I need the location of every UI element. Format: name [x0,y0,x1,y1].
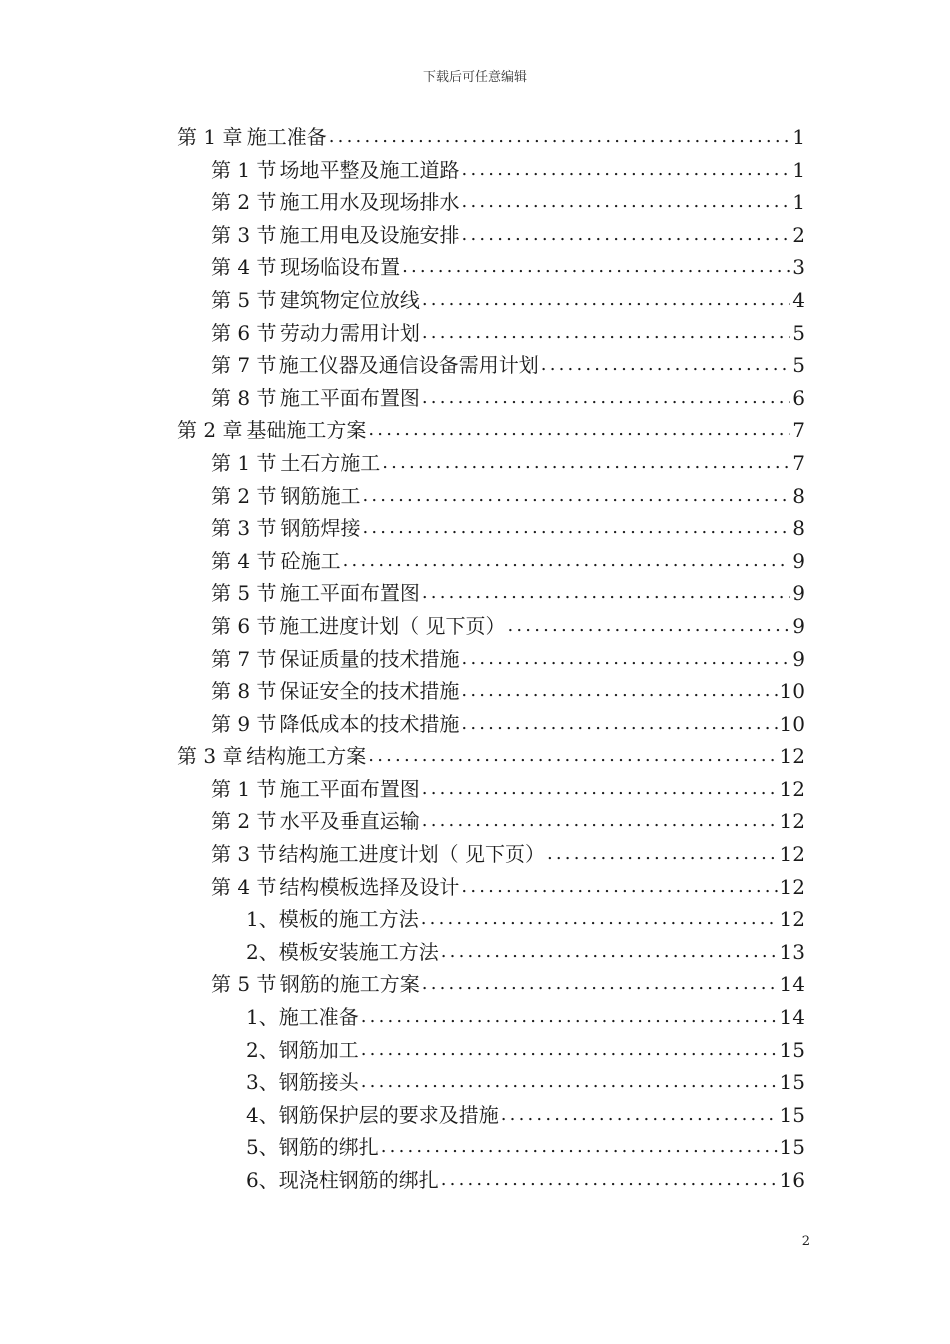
toc-entry[interactable] [0,577,950,610]
toc-dot-leader [402,251,790,284]
toc-entry-title: 钢筋焊接 [280,516,361,541]
toc-dot-leader [441,1164,778,1197]
toc-entry-number: 第 7 节 [211,353,277,378]
toc-entry-number: 第 1 节 [211,450,277,475]
toc-entry-number: 第 8 节 [211,385,277,410]
toc-entry-title: 施工准备 [246,125,327,149]
toc-entry[interactable] [0,382,950,415]
table-of-contents [0,121,950,1197]
toc-dot-leader [422,773,778,806]
page-header: 下载后可任意编辑 [422,70,527,85]
toc-entry-page: 9 [792,581,805,606]
toc-entry-number: 第 1 节 [211,157,277,182]
toc-entry[interactable] [0,1131,950,1164]
toc-entry-number: 1、 [246,1005,279,1030]
toc-dot-leader [422,968,778,1001]
toc-entry[interactable] [0,186,950,219]
toc-entry-number: 第 5 节 [211,581,277,606]
toc-entry[interactable] [0,675,950,708]
toc-entry-number: 第 5 节 [211,972,277,997]
toc-dot-leader [461,708,777,741]
toc-entry-title: 施工仪器及通信设备需用计划 [278,353,539,378]
toc-dot-leader [362,480,790,513]
toc-entry-page: 6 [792,385,805,410]
toc-dot-leader [381,1131,778,1164]
toc-entry-title: 施工平面布置图 [279,776,420,801]
toc-entry[interactable] [0,936,950,969]
toc-entry-title: 模板安装施工方法 [278,939,439,964]
toc-entry[interactable] [0,610,950,643]
toc-entry-page: 14 [779,1005,805,1030]
toc-entry-page: 5 [792,353,805,378]
toc-entry-page: 14 [779,972,805,997]
toc-entry-title: 场地平整及施工道路 [279,157,460,182]
toc-entry[interactable] [0,871,950,904]
toc-entry-title: 降低成本的技术措施 [279,711,460,736]
toc-entry[interactable] [0,1001,950,1034]
toc-entry[interactable] [0,1164,950,1197]
toc-entry[interactable] [0,740,950,773]
toc-dot-leader [421,903,778,936]
toc-entry-page: 7 [792,450,805,475]
toc-entry-page: 8 [792,516,805,541]
toc-entry[interactable] [0,121,950,154]
toc-entry-title: 模板的施工方法 [278,907,419,932]
toc-entry-page: 15 [779,1070,805,1095]
toc-entry-title: 结构施工进度计划（ 见下页） [278,842,545,867]
toc-entry-page: 12 [779,744,805,769]
toc-entry-number: 第 3 章 [177,744,243,769]
toc-entry-number: 4、 [246,1102,279,1127]
toc-entry-title: 施工平面布置图 [279,385,420,410]
toc-entry[interactable] [0,805,950,838]
toc-dot-leader [541,349,790,382]
toc-dot-leader [462,643,791,676]
toc-entry-page: 12 [779,842,805,867]
toc-entry[interactable] [0,838,950,871]
toc-entry-title: 水平及垂直运输 [279,809,420,834]
toc-entry-number: 第 3 节 [211,842,277,867]
toc-dot-leader [462,186,791,219]
toc-entry[interactable] [0,545,950,578]
toc-entry-number: 3、 [246,1070,279,1095]
toc-entry-page: 9 [792,646,805,671]
toc-entry-page: 1 [792,125,805,149]
toc-dot-leader [422,382,790,415]
toc-entry-title: 劳动力需用计划 [279,320,420,345]
toc-entry[interactable] [0,284,950,317]
toc-dot-leader [361,1001,778,1034]
toc-entry-title: 现浇柱钢筋的绑扎 [278,1168,439,1192]
toc-entry-title: 钢筋保护层的要求及措施 [278,1102,499,1127]
toc-dot-leader [422,577,790,610]
toc-entry[interactable] [0,154,950,187]
toc-entry-page: 15 [779,1135,805,1160]
toc-entry-page: 9 [792,548,805,573]
toc-entry-page: 12 [779,907,805,932]
toc-entry-title: 结构施工方案 [246,744,367,769]
toc-entry-page: 9 [792,613,805,638]
toc-entry-number: 第 9 节 [211,711,277,736]
toc-entry-title: 施工用水及现场排水 [279,190,460,215]
toc-entry-number: 第 5 节 [211,287,277,312]
toc-dot-leader [461,675,777,708]
toc-entry-page: 16 [779,1168,805,1192]
toc-entry-number: 第 2 节 [211,809,277,834]
toc-entry[interactable] [0,219,950,252]
toc-dot-leader [329,121,791,154]
toc-entry-title: 钢筋的绑扎 [278,1135,379,1160]
toc-entry[interactable] [0,968,950,1001]
toc-entry-number: 第 4 节 [211,255,277,280]
toc-entry-page: 1 [792,190,805,215]
page-number: 2 [801,1234,810,1249]
toc-entry-number: 第 7 节 [211,646,277,671]
toc-entry-page: 10 [779,679,805,704]
toc-entry-title: 土石方施工 [280,450,381,475]
toc-entry-number: 第 2 节 [211,483,277,508]
toc-entry-page: 5 [792,320,805,345]
toc-entry-page: 15 [779,1037,805,1062]
toc-dot-leader [501,1099,778,1132]
toc-entry[interactable] [0,708,950,741]
toc-dot-leader [422,805,778,838]
toc-entry-page: 4 [792,287,805,312]
toc-entry[interactable] [0,1099,950,1132]
toc-dot-leader [507,610,790,643]
toc-entry[interactable] [0,512,950,545]
toc-entry-title: 保证安全的技术措施 [279,679,460,704]
toc-entry[interactable] [0,480,950,513]
toc-entry-title: 施工平面布置图 [279,581,420,606]
toc-entry-number: 2、 [246,1037,279,1062]
toc-entry-title: 钢筋施工 [280,483,361,508]
toc-entry-number: 第 4 节 [211,874,277,899]
toc-entry[interactable] [0,349,950,382]
toc-entry-page: 12 [779,776,805,801]
toc-entry[interactable] [0,414,950,447]
toc-entry-number: 6、 [246,1168,279,1192]
toc-entry-number: 第 3 节 [211,222,277,247]
toc-dot-leader [547,838,778,871]
toc-entry-page: 13 [779,939,805,964]
toc-dot-leader [422,317,790,350]
toc-entry-number: 第 6 节 [211,613,277,638]
toc-entry-title: 现场临设布置 [280,255,401,280]
toc-entry-title: 砼施工 [280,548,341,573]
toc-entry[interactable] [0,317,950,350]
toc-entry-number: 第 8 节 [211,679,277,704]
toc-entry-title: 钢筋加工 [278,1037,359,1062]
toc-entry-title: 施工用电及设施安排 [279,222,460,247]
toc-entry-title: 保证质量的技术措施 [279,646,460,671]
toc-entry-number: 第 3 节 [211,516,277,541]
toc-entry-number: 第 2 章 [177,418,243,443]
toc-dot-leader [368,414,790,447]
toc-dot-leader [462,219,791,252]
toc-entry-page: 12 [779,874,805,899]
toc-entry-title: 基础施工方案 [246,418,367,443]
toc-entry[interactable] [0,1034,950,1067]
toc-entry[interactable] [0,773,950,806]
toc-entry-page: 10 [779,711,805,736]
toc-entry-page: 2 [792,222,805,247]
toc-entry-title: 施工进度计划（ 见下页） [279,613,506,638]
toc-entry-number: 1、 [246,907,279,932]
toc-entry-title: 钢筋的施工方案 [279,972,420,997]
toc-dot-leader [422,284,790,317]
toc-entry-page: 7 [792,418,805,443]
toc-entry-title: 结构模板选择及设计 [279,874,460,899]
toc-entry-number: 第 1 章 [177,125,243,149]
toc-dot-leader [382,447,790,480]
toc-entry-number: 第 1 节 [211,776,277,801]
toc-entry[interactable] [0,643,950,676]
toc-entry-title: 建筑物定位放线 [279,287,420,312]
toc-entry[interactable] [0,251,950,284]
toc-entry-number: 第 4 节 [211,548,277,573]
toc-dot-leader [361,1066,778,1099]
toc-dot-leader [362,512,790,545]
toc-dot-leader [461,871,777,904]
toc-dot-leader [462,154,791,187]
toc-entry-number: 第 2 节 [211,190,277,215]
toc-entry-number: 5、 [246,1135,279,1160]
toc-entry-page: 15 [779,1102,805,1127]
toc-entry-page: 1 [792,157,805,182]
toc-dot-leader [368,740,777,773]
toc-dot-leader [361,1034,778,1067]
toc-dot-leader [343,545,791,578]
toc-entry[interactable] [0,447,950,480]
toc-entry-number: 第 6 节 [211,320,277,345]
toc-entry-page: 8 [792,483,805,508]
toc-entry-page: 3 [792,255,805,280]
toc-entry-title: 钢筋接头 [278,1070,359,1095]
toc-entry-page: 12 [779,809,805,834]
toc-dot-leader [441,936,778,969]
toc-entry[interactable] [0,1066,950,1099]
toc-entry[interactable] [0,903,950,936]
toc-entry-number: 2、 [246,939,279,964]
toc-entry-title: 施工准备 [278,1005,359,1030]
